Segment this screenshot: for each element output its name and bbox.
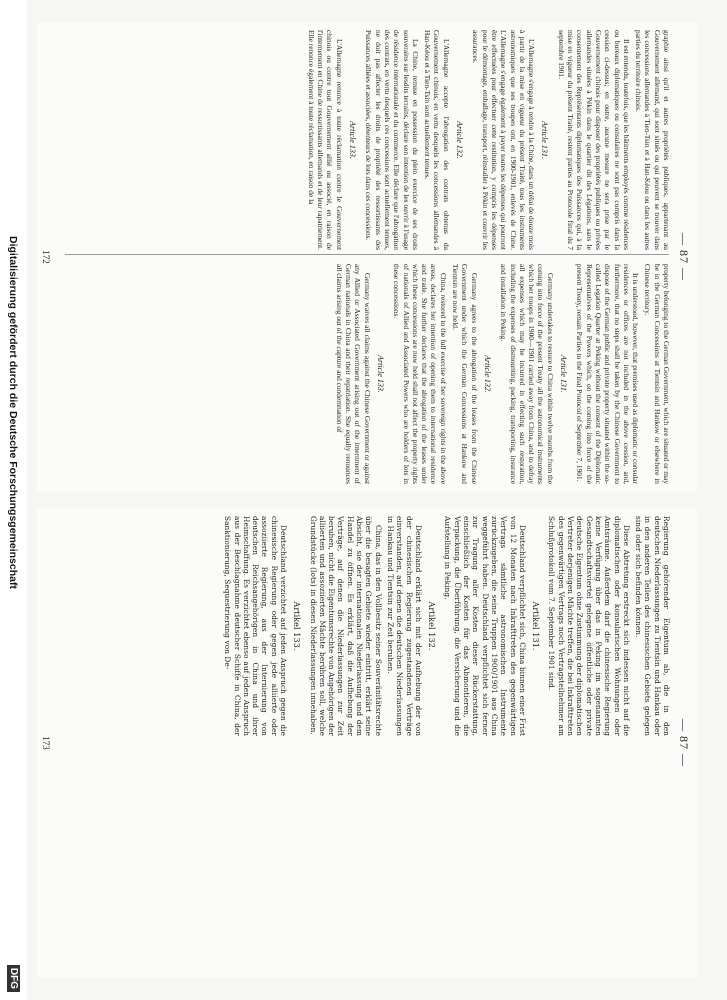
right-page-number: 173 bbox=[41, 736, 51, 750]
german-intro-paragraph: Diese Abtretung erstreckt sich indessen nicht auf die diplomatischen oder konsularischen Wohnungen oder Amtsräume. Außerdem darf die chinesische Regierung keine Verfügung über das in Peking im sogenannten Gesandtschaftsviertel gelegene öffentliche oder private deutsche Eigentum ohne Zustimmung der diplomatischen Vertreter derjenigen Mächte treffen, die bei Inkrafttreten des gegenwärtigen Vertrags noch Vertragsteilnehmer am Schlußprotokoll vom 7. September 1901 sind. bbox=[547, 516, 631, 736]
english-intro-paragraph: It is understood, however, that premises used as diplomatic or consular residences or offices are not included in the above cession, and, furthermore, that no steps shall be taken by the Chinese Government to dispose of the German public and private property situated within the so-called Legation Quarter at Peking without the consent of the Diplomatic Representatives of the Powers which, on the coming into force of the present Treaty, remain Parties to the Final Protocol of September 7, 1901. bbox=[575, 264, 641, 484]
french-article-131-text: L'Allemagne s'engage à rendre à la Chine, dans un délai de douze mois à partir de la mise en vigueur du présent Traité, tous les instruments astronomiques que ses troupes ont, en 1900-1901, enlevés de Chine. L'Allemagne s'engage également à payer toutes les dépenses qui pourront être effectuées pour effectuer cette restitution, y compris les dépenses pour le démontage, emballage, transport, réinstaller à Pékin et couvrir les assurances. bbox=[471, 30, 537, 250]
english-column bbox=[61, 264, 671, 484]
left-page bbox=[37, 22, 697, 492]
french-intro-paragraph: Il est entendu, toutefois, que les bâtiments employés comme résidences ou bureaux diplomatiques ou consulaires ne sont pas compris dans la cession ci-dessus; en outre, aucune mesure ne sera prise par le Gouvernement chinois pour disposer des propriétés publiques ou privées allemandes situées à Pékin dans le quartier dit des Légations, sans le consentement des Représentants diplomatiques des Puissances qui, à la mise en vigueur du présent Traité, restent parties au Protocole final du 7 septembre 1901. bbox=[556, 30, 631, 250]
left-page-number: 172 bbox=[41, 250, 51, 264]
german-article-133-title: Artikel 133. bbox=[292, 601, 302, 651]
left-page-header: — 87 — bbox=[677, 233, 691, 281]
german-article-131-text: Deutschland verpflichtet sich, China binnen einer Frist von 12 Monaten nach Inkrafttreten des gegenwärtigen Vertrags sämtliche astronomischen Instrumente zurückzugeben, die seine Truppen 1900/1901 aus China weggeführt haben. Deutschland verpflichtet sich ferner zur Tragung aller Kosten dieser Rückerstattung, einschließlich der Kosten für das Abmontieren, die Verpackung, die Überführung, die Versicherung und die Aufstellung in Peking. bbox=[443, 516, 527, 736]
digitization-credit-strip bbox=[0, 0, 27, 1000]
english-article-133-text: Germany waives all claims against the Chinese Government or against any Allied or Associated Government arising out of the internment of German nationals in China and their repatriation. She equally renounces all claims arising out of the capture and condemnation of bbox=[334, 264, 372, 484]
french-article-132-text: La Chine, remise en possession du plein exercice de ses droits souverains sur lesdits terrains, déclare son intention de les ouvrir à l'usage de résidence internationale et du commerce. Elle déclare que l'abrogation des contrats, en vertu desquels ces concessions sont actuellement tenues, ne doit pas affecter les droits de propriété des ressortissants des Puissances alliées et associées, détenteurs de lots dans ces concessions. bbox=[364, 30, 420, 250]
french-article-133-text: L'Allemagne renonce à toute réclamation contre le Gouvernement chinois ou contre tout Gouvernement allié ou associé, en raison de l'internement en Chine de ressortissants allemands et de leur rapatriement. Elle renonce également à toute réclamation, en raison de la bbox=[306, 30, 344, 250]
english-article-132-title: Article 132. bbox=[482, 355, 492, 393]
french-intro-paragraph: graphie ainsi qu'il et autres propriétés publiques, appartenant au Gouvernement allemand, qui sont situés ou qui peuvent se trouver dans les concessions allemandes à Tien-Tsin et à Han-Kéou ou dans les autres parties du territoire chinois. bbox=[634, 30, 671, 250]
french-article-132-title: Article 132. bbox=[455, 121, 465, 159]
dfg-logo-text: DFG bbox=[7, 965, 20, 992]
german-article-132-text: Deutschland erklärt sich mit der Aufhebung der von der chinesischen Regierung zugestandenen Verträge einverstanden, auf denen die deutschen Niederlassungen in Hankau und Tientsin zur Zeit beruhen. bbox=[385, 516, 423, 736]
french-article-133-title: Article 133. bbox=[348, 121, 358, 159]
german-intro-paragraph: Regierung gehörender Eigentum ab, die in den deutschen Niederlassungen zu Tientsin und Hankau oder in den anderen Teilen des chinesischen Gebiets gelegen sind oder sich befinden können. bbox=[634, 516, 671, 736]
right-page bbox=[37, 508, 697, 978]
german-column bbox=[61, 516, 671, 736]
english-article-131-text: Germany undertakes to restore to China within twelve months from the coming into force of the present Treaty all the astronomical instruments which her troops in 1900—1901 carried away from China, and to defray all expenses which may be incurred in effecting such restoration, including the expenses of dismounting, packing, transporting, insurance and installation in Peking. bbox=[499, 264, 555, 484]
english-article-132-text: Germany agrees to the abrogation of the leases from the Chinese Government under which the German Concessions at Hankow and Tientsin are now held. bbox=[451, 264, 479, 484]
german-article-131-title: Artikel 131. bbox=[531, 601, 541, 651]
dfg-logo bbox=[7, 965, 20, 992]
english-intro-paragraph: property belonging to the German Government, which are situated or may be in the German Concessions at Tientsin and Hankow or elsewhere in Chinese territory. bbox=[643, 264, 671, 484]
column-divider bbox=[65, 254, 669, 255]
german-article-132-text: China, das in den Vollbesitz seiner Souveränitätsrechte über die besagten Gebiete wieder eintritt, erklärt seine Absicht, sie der internationalen Niederlassung und dem Handel zu öffnen. Es erklärt, daß die Aufhebung der Verträge, auf denen die Niederlassungen zur Zeit beruhen, nicht die Eigentumsrechte von Angehörigen der alliierten und assoziierten Mächte berühren soll, welche Grundstücke (lots) in diesen Niederlassungen innehaben. bbox=[308, 516, 383, 736]
english-article-131-title: Article 131. bbox=[559, 355, 569, 393]
german-article-132-title: Artikel 132. bbox=[427, 601, 437, 651]
french-column bbox=[61, 30, 671, 250]
french-article-132-text: L'Allemagne accepte l'abrogation des contrats obtenus du Gouvernement chinois, en vertu desquels les concessions allemandes à Han-Kéou et à Tien-Tsin sont actuellement tenues. bbox=[423, 30, 451, 250]
digitization-credit-text: Digitalisierung gefördert durch die Deutsche Forschungsgemeinschaft bbox=[7, 236, 20, 589]
right-page-header: — 87 — bbox=[677, 719, 691, 767]
english-article-132-text: China, restored to the full exercise of her sovereign rights in the above areas, declares her intention of opening them to international residence and trade. She further declares that the abrogation of the leases under which these concessions are now held shall not affect the property rights of nationals of Allied and Associated Powers who are holders of lots in these concessions. bbox=[392, 264, 448, 484]
english-article-133-title: Article 133. bbox=[375, 355, 385, 393]
french-article-131-title: Article 131. bbox=[540, 121, 550, 159]
german-article-133-text: Deutschland verzichtet auf jeden Anspruch gegen die chinesische Regierung oder gegen jede alliierte oder assoziierte Regierung, aus der Internierung von deutschen Reichsangehörigen in China und ihrer Heimschaffung. Es verzichtet ebenso auf jeden Anspruch aus der Beschlagnahme deutscher Schiffe in China, der Sanktionierung, Sequestrierung von De- bbox=[223, 516, 289, 736]
